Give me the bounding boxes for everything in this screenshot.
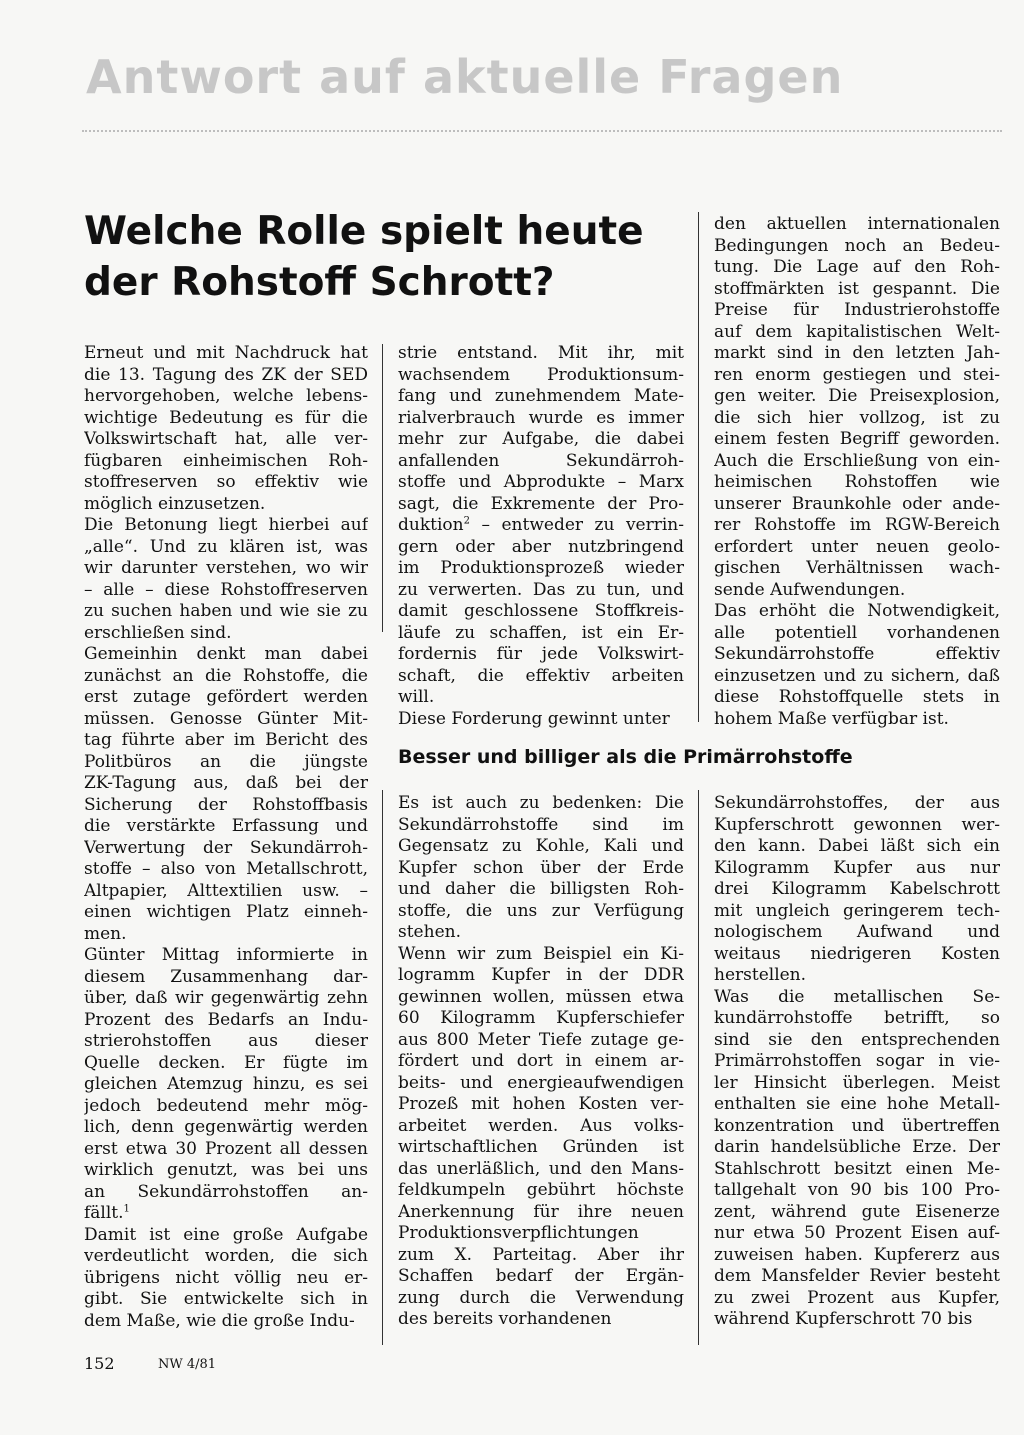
- text-line: Damit ist eine große Aufgabe: [84, 1224, 368, 1245]
- text-line: des bereits vorhandenen: [398, 1309, 612, 1329]
- text-line: stoffe, die uns zur Verfügung: [398, 900, 684, 921]
- text-line: erfordert unter neuen geolo-: [714, 536, 1000, 557]
- text-line: Anerkennung für ihre neuen: [398, 1201, 684, 1222]
- text-line: einzusetzen und zu sichern, daß: [714, 665, 1000, 686]
- text-line: übrigens nicht völlig neu er-: [84, 1267, 368, 1288]
- text-line: Prozent des Bedarfs an Indu-: [84, 1009, 368, 1030]
- text-line: alle potentiell vorhandenen: [714, 622, 1000, 643]
- text-line: Es ist auch zu bedenken: Die: [398, 793, 684, 813]
- column-2-top: [398, 343, 684, 730]
- text-line: auf dem kapitalistischen Welt-: [714, 321, 1000, 342]
- text-line: heimischen Rohstoffen wie: [714, 472, 1000, 492]
- text-line: zunächst an die Rohstoffe, die: [84, 665, 368, 686]
- text-line: Gemeinhin denkt man dabei: [84, 644, 368, 664]
- text-fragment: – entweder zu verrin-: [469, 515, 684, 535]
- text-line: zum X. Parteitag. Aber ihr: [398, 1244, 684, 1265]
- text-line: damit geschlossene Stoffkreis-: [398, 601, 684, 621]
- text-line: läufe zu schaffen, ist ein Er-: [398, 622, 684, 643]
- text-line: möglich einzusetzen.: [84, 493, 266, 514]
- text-line: an Sekundärrohstoffen an-: [84, 1181, 368, 1202]
- text-line: den kann. Dabei läßt sich ein: [714, 836, 1000, 856]
- text-line: sende Aufwendungen.: [714, 579, 906, 600]
- text-line: fang und zunehmendem Mate-: [398, 386, 684, 406]
- text-line: die 13. Tagung des ZK der SED: [84, 364, 368, 385]
- text-line: Kilogramm Kupfer aus nur: [714, 857, 1000, 878]
- text-line: – alle – diese Rohstoffreserven: [84, 579, 368, 600]
- text-line: stoffmärkten ist gespannt. Die: [714, 278, 1000, 299]
- text-line: stehen.: [398, 922, 461, 942]
- text-line: diese Rohstoffquelle stets in: [714, 687, 1000, 707]
- text-line: verdeutlicht worden, die sich: [84, 1246, 368, 1266]
- column-1: [84, 343, 368, 1332]
- column-2-bottom: [398, 793, 684, 1331]
- text-line: jedoch bedeutend mehr mög-: [84, 1095, 368, 1116]
- text-line: dem Maße, wie die große Indu-: [84, 1310, 355, 1331]
- text-line: fordernis für jede Volkswirt-: [398, 644, 684, 664]
- text-line: arbeitet werden. Aus volks-: [398, 1115, 684, 1136]
- text-line: darin handelsübliche Erze. Der: [714, 1137, 1000, 1157]
- text-line: drei Kilogramm Kabelschrott: [714, 879, 1000, 899]
- text-line: müssen. Genosse Günter Mit-: [84, 708, 368, 729]
- text-line: die verstärkte Erfassung und: [84, 816, 368, 836]
- text-line: Altpapier, Alttextilien usw. –: [84, 880, 368, 901]
- text-line: gischen Verhältnissen wach-: [714, 558, 1000, 578]
- text-line: Sekundärrohstoffe effektiv: [714, 644, 1000, 664]
- text-line: men.: [84, 923, 127, 944]
- footnote-marker: 2: [463, 515, 470, 527]
- text-line: sagt, die Exkremente der Pro-: [398, 493, 684, 514]
- text-line: das unerläßlich, und den Mans-: [398, 1158, 684, 1179]
- text-line: tung. Die Lage auf den Roh-: [714, 257, 1000, 277]
- text-line: wichtige Bedeutung es für die: [84, 407, 368, 428]
- text-line: erst etwa 30 Prozent all dessen: [84, 1138, 368, 1159]
- text-line: wirtschaftlichen Gründen ist: [398, 1137, 684, 1157]
- text-line: Politbüros an die jüngste: [84, 751, 368, 772]
- text-line: gleichen Atemzug hinzu, es sei: [84, 1074, 368, 1094]
- text-line: lich, denn gegenwärtig werden: [84, 1117, 368, 1137]
- text-line: erschließen sind.: [84, 622, 232, 643]
- text-line: Volkswirtschaft hat, alle ver-: [84, 429, 368, 449]
- text-line: herstellen.: [714, 965, 807, 985]
- text-line: rer Rohstoffe im RGW-Bereich: [714, 515, 1000, 535]
- text-line: enthalten sie eine hohe Metall-: [714, 1094, 1000, 1114]
- text-line: zu suchen haben und wie sie zu: [84, 601, 368, 621]
- text-line: hervorgehoben, welche lebens-: [84, 386, 368, 406]
- text-line: Gegensatz zu Kohle, Kali und: [398, 836, 684, 856]
- text-line: im Produktionsprozeß wieder: [398, 558, 684, 578]
- column-rule-3: [382, 790, 383, 1345]
- text-line: Sekundärrohstoffes, der aus: [714, 793, 1000, 813]
- text-line: stoffe und Abprodukte – Marx: [398, 472, 684, 492]
- text-line: wachsendem Produktionsum-: [398, 364, 684, 385]
- text-line: Prozeß mit hohen Kosten ver-: [398, 1094, 684, 1114]
- text-line: fällt.$^1$: [84, 1203, 130, 1223]
- text-line: zent, während gute Eisenerze: [714, 1201, 1000, 1222]
- column-rule-2: [698, 212, 699, 722]
- text-line: diesem Zusammenhang dar-: [84, 966, 368, 987]
- text-line: erst zutage gefördert werden: [84, 687, 368, 707]
- text-line: während Kupferschrott 70 bis: [714, 1309, 973, 1329]
- text-line: Das erhöht die Notwendigkeit,: [714, 601, 1000, 621]
- text-line: den aktuellen internationalen: [714, 214, 1000, 234]
- text-line: die sich hier vollzog, ist zu: [714, 407, 1000, 428]
- issue-label: NW 4/81: [158, 1357, 217, 1372]
- text-line: logramm Kupfer in der DDR: [398, 965, 684, 985]
- text-line: unserer Braunkohle oder ande-: [714, 493, 1000, 514]
- text-line: strierohstoffen aus dieser: [84, 1031, 368, 1051]
- text-line: über, daß wir gegenwärtig zehn: [84, 988, 368, 1008]
- text-line: Primärrohstoffen sogar in vie-: [714, 1051, 1000, 1071]
- text-line: sind sie den entsprechenden: [714, 1029, 1000, 1050]
- text-line: ren enorm gestiegen und stei-: [714, 364, 1000, 385]
- text-line: ler Hinsicht überlegen. Meist: [714, 1072, 1000, 1093]
- text-line: Diese Forderung gewinnt unter: [398, 708, 670, 729]
- text-line: nur etwa 50 Prozent Eisen auf-: [714, 1223, 1000, 1243]
- text-line: Kupfer schon über der Erde: [398, 857, 684, 878]
- column-3-bottom: [714, 793, 1000, 1331]
- text-line: zu verwerten. Das zu tun, und: [398, 579, 684, 600]
- text-line: „alle“. Und zu klären ist, was: [84, 536, 368, 557]
- text-line: feldkumpeln gebührt höchste: [398, 1180, 684, 1200]
- text-line: wir darunter verstehen, wo wir: [84, 558, 368, 578]
- text-line: fügbaren einheimischen Roh-: [84, 450, 368, 471]
- text-line: dem Mansfelder Revier besteht: [714, 1266, 1000, 1286]
- text-line: mehr zur Aufgabe, die dabei: [398, 429, 684, 449]
- text-line: Bedingungen noch an Bedeu-: [714, 235, 1000, 256]
- text-line: zung durch die Verwendung: [398, 1287, 684, 1308]
- text-line: Was die metallischen Se-: [714, 986, 1000, 1007]
- text-line: Stahlschrott besitzt einen Me-: [714, 1158, 1000, 1179]
- text-line: gen weiter. Die Preisexplosion,: [714, 386, 1000, 406]
- column-rule-4: [698, 790, 699, 1345]
- text-line: Produktionsverpflichtungen: [398, 1223, 639, 1243]
- text-line: Verwertung der Sekundärroh-: [84, 837, 368, 858]
- text-line: Auch die Erschließung von ein-: [714, 450, 1000, 471]
- text-line: markt sind in den letzten Jah-: [714, 343, 1000, 363]
- text-line: Schaffen bedarf der Ergän-: [398, 1266, 684, 1286]
- text-line: einem festen Begriff geworden.: [714, 429, 1000, 449]
- text-line: stoffreserven so effektiv wie: [84, 472, 368, 492]
- subheading: Besser und billiger als die Primärrohstoffe: [398, 746, 853, 768]
- text-line: Erneut und mit Nachdruck hat: [84, 343, 368, 363]
- footnote-marker: 1: [123, 1203, 130, 1215]
- text-line: nologischem Aufwand und: [714, 922, 1000, 942]
- text-line: konzentration und übertreffen: [714, 1115, 1000, 1136]
- text-line: fördert und dort in einem ar-: [398, 1051, 684, 1071]
- text-line: weitaus niedrigeren Kosten: [714, 943, 1000, 964]
- text-line: Sicherung der Rohstoffbasis: [84, 794, 368, 815]
- text-line: Kupferschrott gewonnen wer-: [714, 814, 1000, 835]
- text-line: hohem Maße verfügbar ist.: [714, 708, 949, 729]
- text-line: und daher die billigsten Roh-: [398, 879, 684, 899]
- text-line: aus 800 Meter Tiefe zutage ge-: [398, 1029, 684, 1050]
- text-line: gern oder aber nutzbringend: [398, 536, 684, 557]
- text-line: tallgehalt von 90 bis 100 Pro-: [714, 1180, 1000, 1200]
- page-number: 152: [84, 1354, 115, 1373]
- text-line: Quelle decken. Er fügte im: [84, 1052, 368, 1073]
- text-line: anfallenden Sekundärroh-: [398, 450, 684, 471]
- kicker-rule: [82, 130, 1002, 132]
- text-line: ZK-Tagung aus, daß bei der: [84, 773, 368, 793]
- text-line: mit ungleich geringerem tech-: [714, 900, 1000, 921]
- text-line: tag führte aber im Bericht des: [84, 730, 368, 750]
- article-headline: Welche Rolle spielt heute der Rohstoff Schrott?: [84, 209, 644, 305]
- text-line: Sekundärrohstoffe sind im: [398, 814, 684, 835]
- text-line: Preise für Industrierohstoffe: [714, 300, 1000, 320]
- column-rule-1: [382, 344, 383, 632]
- text-line: zu zwei Prozent aus Kupfer,: [714, 1287, 1000, 1308]
- text-line: zuweisen haben. Kupfererz aus: [714, 1244, 1000, 1265]
- text-line: Wenn wir zum Beispiel ein Ki-: [398, 943, 684, 964]
- text-line: beits- und energieaufwendigen: [398, 1072, 684, 1093]
- text-line: Die Betonung liegt hierbei auf: [84, 515, 368, 535]
- text-line: stoffe – also von Metallschrott,: [84, 859, 368, 879]
- text-line: duktion$^2$ – entweder zu verrin-: [398, 515, 684, 535]
- text-line: kundärrohstoffe betrifft, so: [714, 1008, 1000, 1028]
- text-line: 60 Kilogramm Kupferschiefer: [398, 1008, 684, 1028]
- kicker-title: Antwort auf aktuelle Fragen: [86, 50, 844, 104]
- text-line: gewinnen wollen, müssen etwa: [398, 986, 684, 1007]
- text-line: Günter Mittag informierte in: [84, 945, 368, 965]
- text-line: strie entstand. Mit ihr, mit: [398, 343, 684, 363]
- column-3-top: [714, 214, 1000, 730]
- text-line: gibt. Sie entwickelte sich in: [84, 1289, 368, 1309]
- text-line: einen wichtigen Platz einneh-: [84, 902, 368, 922]
- text-line: schaft, die effektiv arbeiten: [398, 665, 684, 686]
- text-line: wirklich genutzt, was bei uns: [84, 1160, 368, 1180]
- text-line: will.: [398, 687, 435, 707]
- text-line: rialverbrauch wurde es immer: [398, 407, 684, 428]
